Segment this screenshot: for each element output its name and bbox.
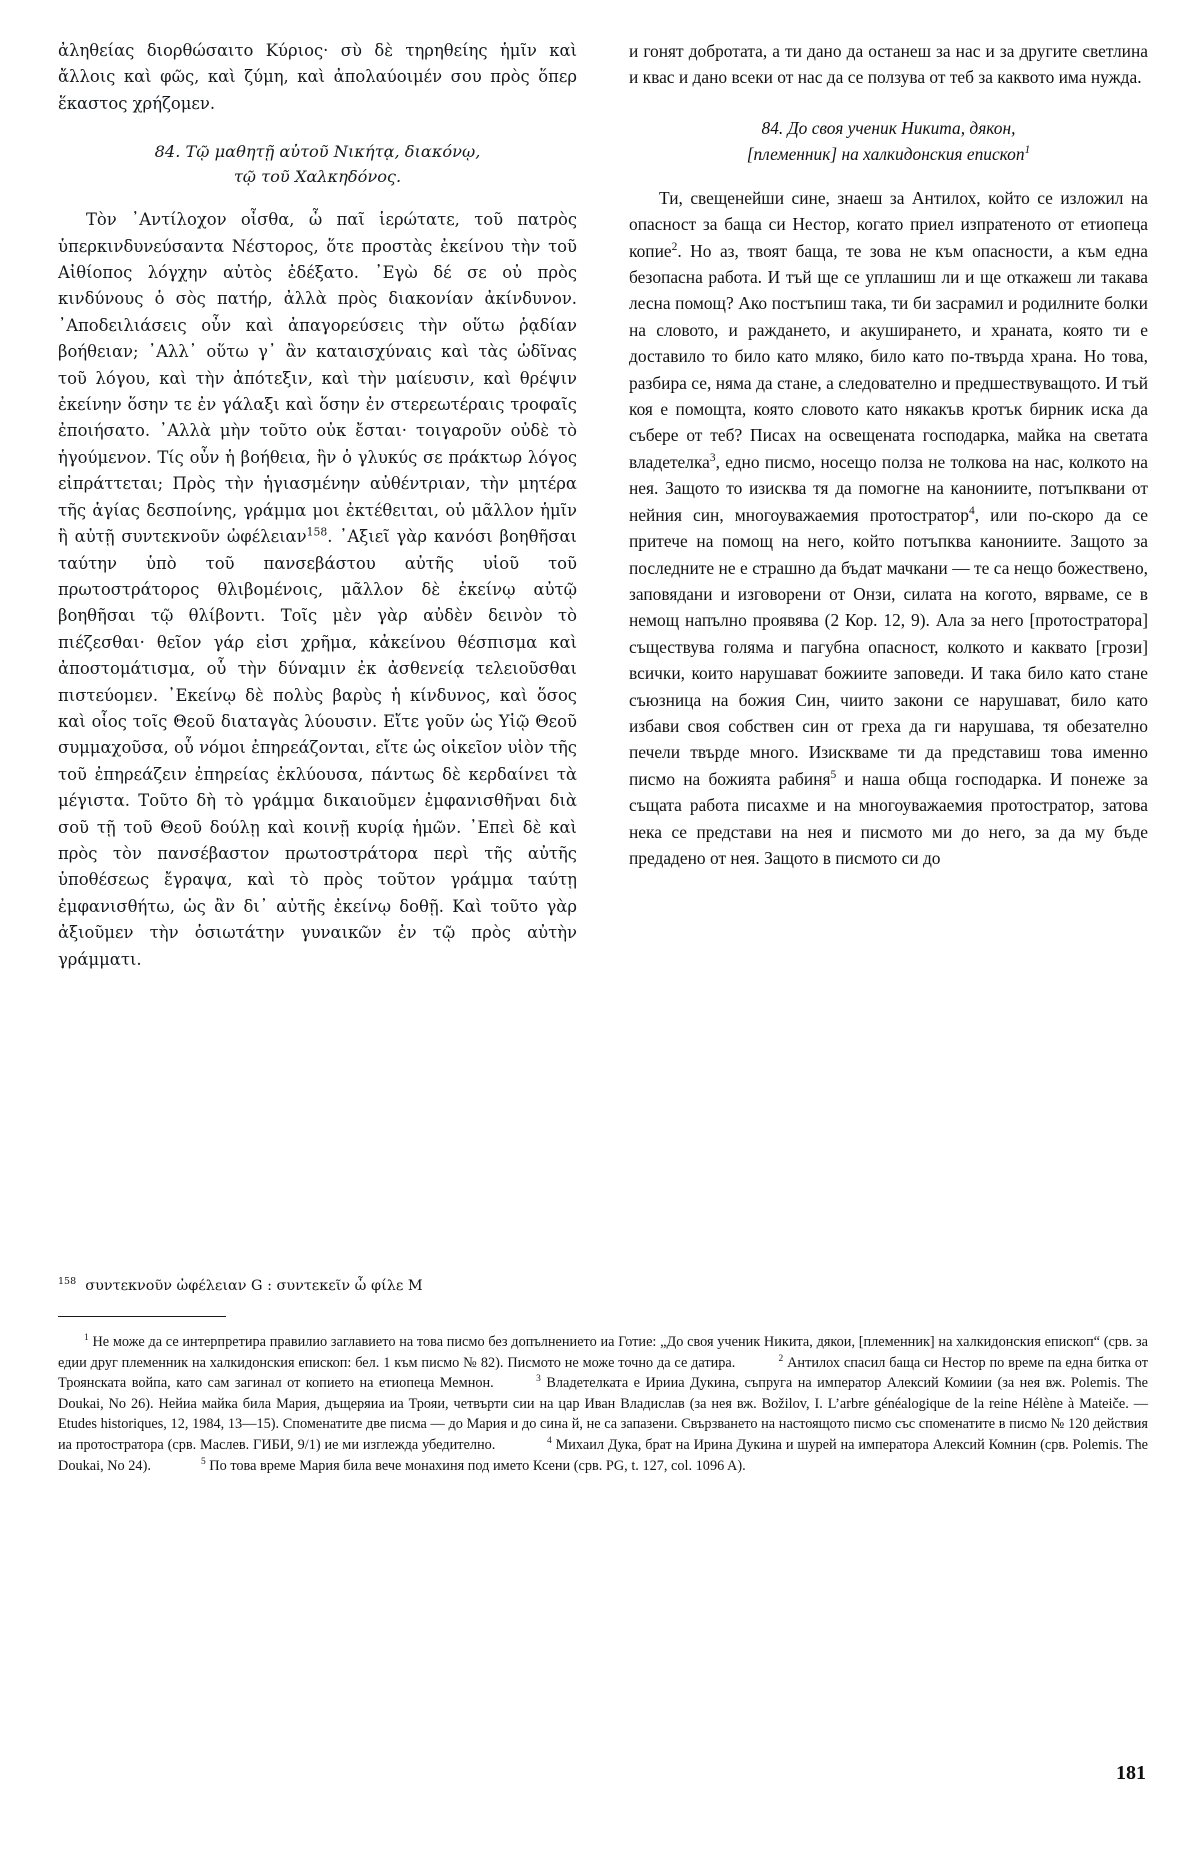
bulgarian-body-text-4: , или по-скоро да се притече на помощ на него, който потъпква канониите. Защото за последните не е страшно да бъдат мачкани — те са нещо божествено, заповядани и изговорени от Онзи, силата на когото, вярваме, се в немощ напълно проявява (2 Кор. 12, 9). Ала за него [протостратора] съществува голяма и пагубна опасност, колкото и каквато [грози] всички, които нарушават божиите заповеди. И така било като стане съюзница на божия Син, чиито закони се нарушават, било като избави своя собствен син от греха да ги нарушава, тя обезателно печели твърде много. Изискваме ти да представиш това именно писмо на божията рабиня xyxy=(629,504,1148,789)
bulgarian-note-ref-2: 2 xyxy=(671,240,678,253)
apparatus-ref: 158 xyxy=(58,1276,77,1288)
bulgarian-body-text-2: . Но аз, твоят баща, те зова не към опасности, а към една безопасна работа. И тъй ще се уплашиш ли и ще откажеш ли такава лесна помощ? Ако постъпиш така, ти би засрамил и родилните болки на словото, и раждането, и акуширането, и храната, която ти е доставило то било като мляко, било като по-твърда храна. Но това, разбира се, няма да стане, а следователно и предшествуващото. И тъй коя е помощта, която словото като някакъв кротък бирник иска да събере от теб? Писах на освещената господарка, майка на светата владетелка xyxy=(629,240,1148,472)
bulgarian-note-ref-5: 5 xyxy=(830,768,837,781)
bulgarian-note-ref-3: 3 xyxy=(709,452,716,465)
greek-body-text-b: . ᾿Αξιεῖ γὰρ κανόσι βοηθῆσαι ταύτην ὑπὸ τοῦ πανσεβάστου αὐτῆς υἱοῦ τοῦ πρωτοστράτορος θλιβομένοις, μᾶλλον δὲ ἐκείνῳ αὐτῷ βοηθῆσαι τῷ θλίβοντι. Τοῖς μὲν γὰρ αὐδὲν δεινὸν τὸ πιέζεσθαι· θεῖον γάρ εἰσι χρῆμα, κἀκείνου θέσπισμα καὶ ἀποστομάτισμα, οὗ τὴν δύναμιν ἐκ ἀσθενείᾳ τελειοῦσθαι πιστεύομεν. ᾿Εκείνῳ δὲ πολὺς βαρὺς ἡ κίνδυνος, καὶ ὅσος καὶ οἷος τοῖς Θεοῦ διαταγὰς λύουσιν. Εἴτε γοῦν ὡς Υἱῷ Θεοῦ συμμαχοῦσα, οὗ νόμοι ἐπηρεάζονται, εἴτε ὡς οἰκεῖον υἱὸν τῆς τοῦ ἐπηρεάζειν ἐπηρείας ἐκλύουσα, πάντως δὲ κερδαίνει τὰ μέγιστα. Τοῦτο δὴ τὸ γράμμα δικαιοῦμεν ἐμφανισθῆναι διὰ σοῦ τῇ τοῦ Θεοῦ δούλῃ καὶ κοινῇ κυρίᾳ ἡμῶν. ᾿Επεὶ δὲ καὶ πρὸς τὸν πανσέβαστον πρωτοστράτορα περὶ τῆς αὐτῆς ὑποθέσεως ἔγραψα, καὶ τὸ πρὸς τοῦτον γράμμα ταύτῃ ἐμφανισθήτω, ὡς ἂν δι᾽ αὐτῆς ἐκείνῳ δοθῇ. Καὶ τοῦτο γὰρ ἀξιοῦμεν τὴν ὁσιωτάτην γυναικῶν ἐν τῷ πρὸς αὐτὴν γράμματι. xyxy=(58,527,577,969)
greek-body-text-a: Τὸν ᾿Αντίλοχον οἶσθα, ὦ παῖ ἱερώτατε, τοῦ πατρὸς ὑπερκινδυνεύσαντα Νέστορος, ὅτε προστὰς ἐκείνου τὴν τοῦ Αἰθίοπος λόγχην αὐτὸς ἐδέξατο. ᾿Εγὼ δέ σε οὐ πρὸς κινδύνους ὁ σὸς πατήρ, ἀλλὰ πρὸς διακονίαν ἀκίνδυνον. ᾿Αποδειλιάσεις οὖν καὶ ἀπαγορεύσεις τὴν οὕτω ῥᾳδίαν βοήθειαν; ᾿Αλλ᾽ οὕτω γ᾽ ἂν καταισχύναις καὶ τὰς ὠδῖνας τοῦ λόγου, καὶ τὴν ἀπότεξιν, καὶ τὴν μαίευσιν, καὶ θρέψιν ἐκείνην ὅσην τε ἐν γάλαξι καὶ ὅσην ἐν στερεωτέραις τροφαῖς ἐποιήσατο. ᾿Αλλὰ μὴν τοῦτο οὐκ ἔσται· τοιγαροῦν οὐδὲ τὸ ἡγούμενον. Τίς οὖν ἡ βοήθεια, ἣν ὁ γλυκύς σε πράκτωρ λόγος εἰπράττεται; Πρὸς τὴν ἡγιασμένην αὐθέντριαν, τὴν μητέρα τῆς ἁγίας δεσποίνης, γράμμα μοι ἐκτέθειται, οὐ μᾶλλον ἡμῖν ἢ αὐτῇ συντεκνοῦν ὠφέλειαν xyxy=(58,210,577,547)
greek-letter-heading xyxy=(58,139,577,189)
bulgarian-body-paragraph xyxy=(629,185,1148,872)
bulgarian-heading-line-2-text: [племенник] на халкидонския епископ xyxy=(746,143,1025,164)
bulgarian-letter-heading xyxy=(629,115,1148,167)
apparatus-text: συντεκνοῦν ὠφέλειαν G : συντεκεῖν ὦ φίλε Μ xyxy=(85,1278,423,1294)
bulgarian-column xyxy=(629,38,1148,973)
footnote-mark-5: 5 xyxy=(200,1456,206,1467)
greek-body-paragraph xyxy=(58,207,577,973)
footnotes-paragraph xyxy=(58,1332,1148,1476)
footnote-mark-2: 2 xyxy=(778,1353,784,1364)
footnote-text-4: Михаил Дука, брат на Ирина Дукина и шурей на императора Алексий Комнин (срв. Polemis. The Doukai, No 24). xyxy=(58,1436,1148,1474)
greek-heading-line-2: τῷ τοῦ Χαλκηδόνος. xyxy=(233,167,402,187)
footnote-mark-4: 4 xyxy=(547,1436,552,1447)
page-number: 181 xyxy=(1116,1762,1146,1784)
footnote-text-1: Не може да се интерпретира правилио заглавието на това писмо без допълнението иа Готие: „До своя ученик Никита, дякои, [племенник] на халкидонския епископ“ (срв. за едии друг племенник на халкидонския епископ: бел. 1 към писмо № 82). Писмото не може точно да се датира. xyxy=(58,1334,1148,1371)
greek-column xyxy=(58,38,577,973)
footnote-text-3: Владетелката е Ирииа Дукина, съпруга на император Алексий Комиии (за нея вж. Polemis. The Doukai, No 26). Нейиа майка била Мария, дъщеряиа иа Трояи, четвърти сии на цар Иван Владислав (за нея вж. Božilov, I. L’arbre généalogique de la reine Hélène à Mateiče. — Etudes historiques, 12, 1984, 13—15). Споменатите две писма — до Мария и до сина й, не са запазени. Свързването на настоящото писмо със споменатите в писмо № 120 действия иа протостратора (срв. Маслев. ГИБИ, 9/1) ие ми изглежда убедително. xyxy=(58,1375,1148,1453)
bulgarian-body-text-5: и наша обща господарка. И понеже за същата работа писахме и на многоуважаемия протостратор, затова нека се представи на нея и писмото ми до него, за да му бъде предадено от нея. Защото в писмото си до xyxy=(629,768,1148,868)
greek-heading-line-1: 84. Τῷ μαθητῇ αὐτοῦ Νικήτᾳ, διακόνῳ, xyxy=(154,142,481,162)
bulgarian-note-ref-4: 4 xyxy=(968,504,975,517)
two-column-body xyxy=(58,38,1148,973)
footnotes-block xyxy=(58,1332,1148,1476)
footnote-text-5: По това време Мария била вече монахиня под името Ксени (срв. PG, t. 127, col. 1096 A). xyxy=(209,1457,746,1474)
critical-apparatus xyxy=(58,1276,577,1296)
bulgarian-body-text-3: , едно писмо, носещо полза не толкова на нас, колкото на нея. Защото то изисква тя да помогне на канониите, потъпквани от нейния син, многоуважаемия протостратор xyxy=(629,451,1148,525)
bulgarian-heading-note-ref: 1 xyxy=(1024,144,1031,157)
footnote-separator xyxy=(58,1316,226,1317)
greek-top-paragraph: ἀληθείας διορθώσαιτο Κύριος· σὺ δὲ τηρηθείης ἡμῖν καὶ ἄλλοις καὶ φῶς, καὶ ζύμη, καὶ ἀπολαύοιμέν σου πρὸς ὅπερ ἕκαστος χρήζομεν. xyxy=(58,41,577,113)
footnote-mark-3: 3 xyxy=(536,1374,541,1385)
footnote-text-2: Антилох спасил баща си Нестор по време па една битка от Троянската войпа, като сам загинал от копието на етиопеца Мемнон. xyxy=(58,1354,1149,1392)
bulgarian-body-text-1: Ти, свещенейши сине, знаеш за Антилох, който се изложил на опасност за баща си Нестор, когато приел изпратеното от етиопеца копие xyxy=(629,187,1148,261)
footnote-mark-1: 1 xyxy=(84,1333,89,1344)
bulgarian-top-paragraph: и гонят добротата, а ти дано да останеш за нас и за другите светлина и квас и дано всеки от нас да се ползува от теб за каквото има нужда. xyxy=(629,41,1148,88)
bulgarian-heading-line-1: 84. До своя ученик Никита, дякон, xyxy=(761,117,1016,138)
greek-note-ref-158: 158 xyxy=(306,525,328,539)
bulgarian-heading-line-2 xyxy=(629,141,1148,167)
